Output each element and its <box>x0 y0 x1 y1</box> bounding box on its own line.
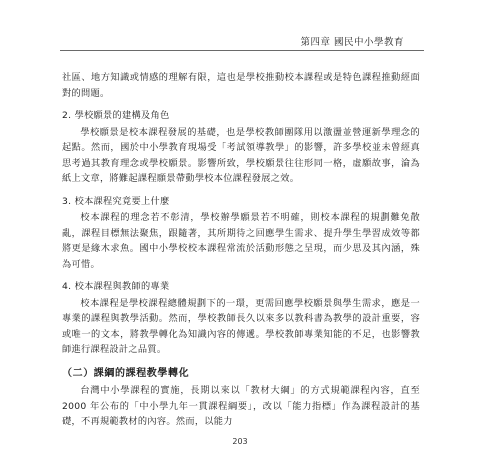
paragraph-curriculum-content: 校本課程的理念若不彰清，學校辦學願景若不明確，則校本課程的規劃難免散亂，課程目標無法聚焦，跟隨著，其所期待之回應學生需求、提升學生學習成效等都將更是緣木求魚。國中小學校校本課程常流於活動形態之呈現，而少思及其內涵，殊為可惜。 <box>62 212 420 270</box>
header-rule <box>60 50 424 51</box>
running-header: 第四章 國民中小學教育 <box>300 37 404 48</box>
paragraph-teacher-profession: 校本課程是學校課程總體規劃下的一環，更需回應學校願景與學生需求，應是一專業的課程與教學活動。然而，學校教師長久以來多以教科書為教學的設計重要，容或唯一的文本，將教學轉化為知識內容的傳遞。學校教師專業知能的不足，也影響教師進行課程設計之品質。 <box>62 297 420 355</box>
page-number: 203 <box>232 437 248 446</box>
section-heading-3: 3. 校本課程究竟要上什麼 <box>62 195 170 207</box>
paragraph-school-vision: 學校願景是校本課程發展的基礎，也是學校教師團隊用以激盪並營運新學理念的起點。然而，國於中小學教育現場受「考試領導教學」的影響，許多學校並未曾經真思考過其教育理念或學校願景。影響所致，學校願景往往形同一格，虛願故事，淪為紙上文章，將難起課程願景帶動學校本位課程發展之效。 <box>62 126 420 184</box>
paragraph-curriculum-transformation: 台灣中小學課程的實施，長期以來以「教材大綱」的方式規範課程內容，直至 2000 年公布的「中小學九年一貫課程綱要」，改以「能力指標」作為課程設計的基礎，不再規範教材的內容。然而，以能力 <box>62 385 420 427</box>
subsection-heading: （二）課綱的課程教學轉化 <box>62 367 190 379</box>
body-text <box>62 70 420 430</box>
paragraph-continued: 社區、地方知識或情感的理解有限，這也是學校推動校本課程或是特色課程推動經面對的問題。 <box>62 72 420 99</box>
section-heading-2: 2. 學校願景的建構及角色 <box>62 110 170 121</box>
section-heading-4: 4. 校本課程與教師的專業 <box>62 281 170 292</box>
